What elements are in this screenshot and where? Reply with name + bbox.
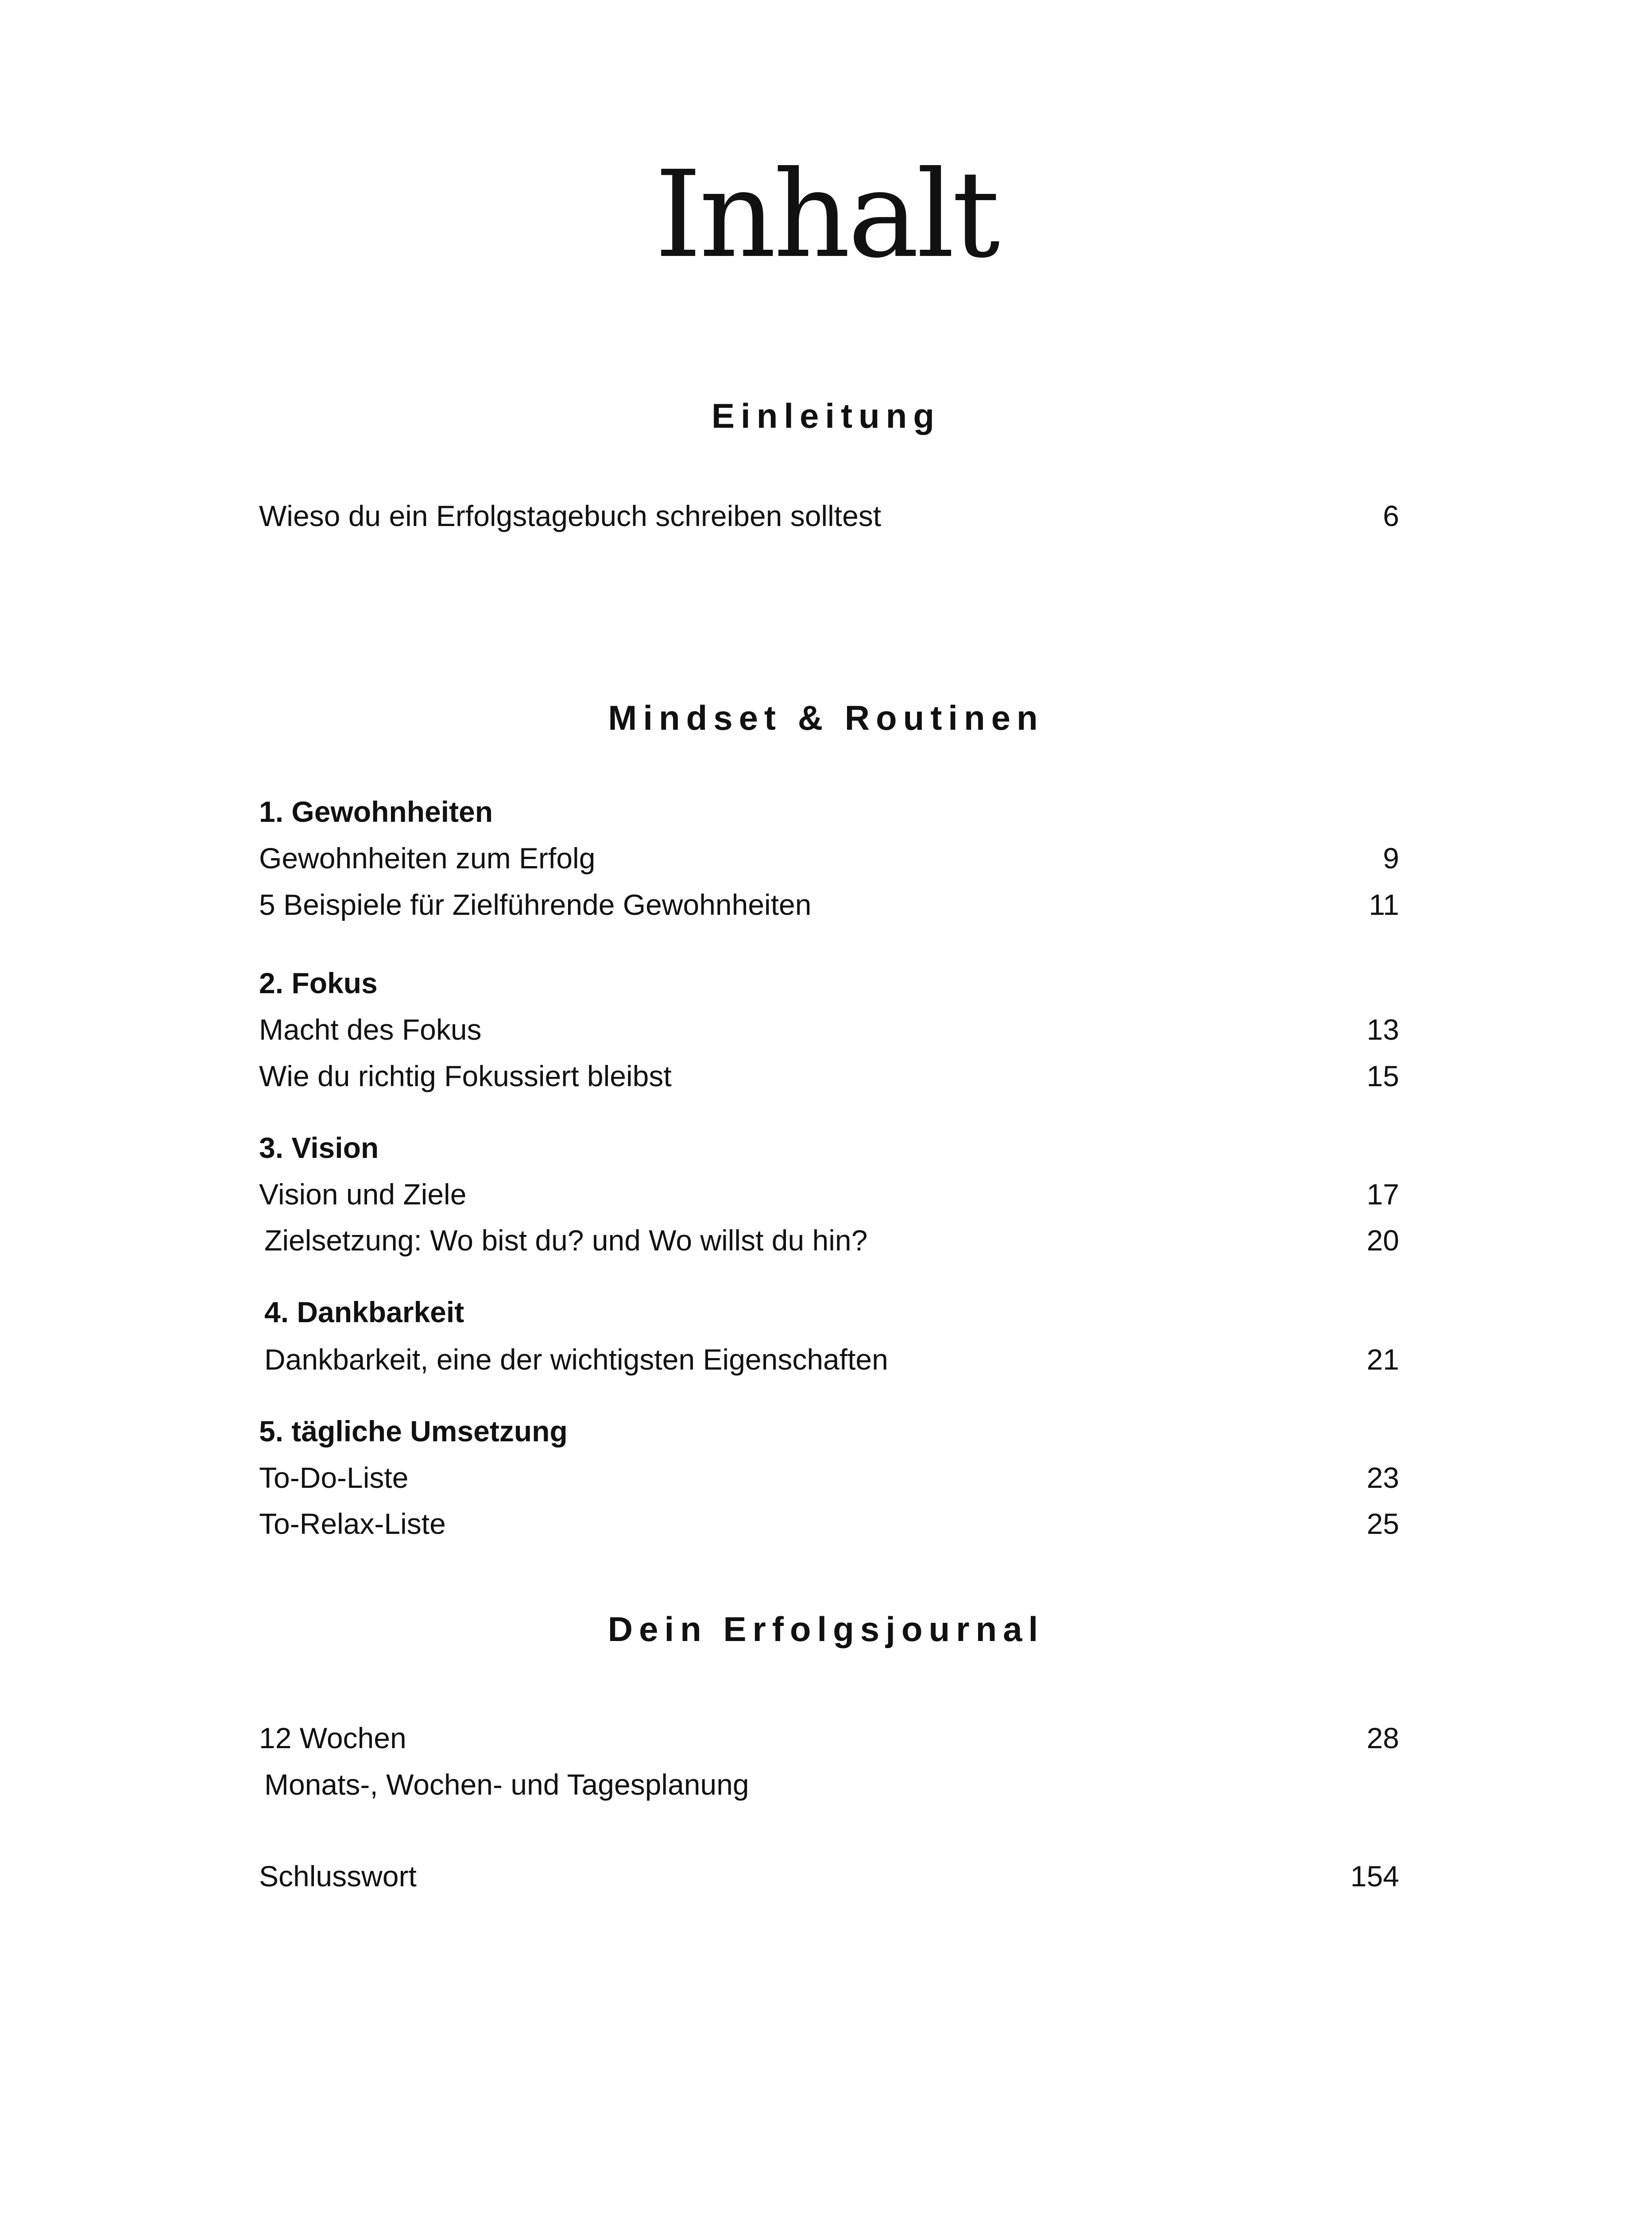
group-title-dankbarkeit: 4. Dankbarkeit [264, 1296, 464, 1328]
toc-entry-page: 9 [1383, 842, 1399, 875]
group-title-vision: 3. Vision [259, 1131, 379, 1164]
toc-entry[interactable] [259, 1718, 1399, 1758]
toc-entry-page: 13 [1366, 1013, 1399, 1046]
toc-entry-page: 20 [1366, 1224, 1399, 1257]
toc-entry-label: To-Relax-Liste [259, 1507, 446, 1540]
toc-entry-label: Schlusswort [259, 1860, 417, 1893]
toc-entry[interactable] [259, 1010, 1399, 1049]
toc-entry[interactable] [259, 1174, 1399, 1214]
toc-entry[interactable] [259, 838, 1399, 878]
toc-entry-page: 25 [1366, 1507, 1399, 1540]
toc-entry-label: Vision und Ziele [259, 1178, 467, 1211]
toc-entry[interactable] [259, 496, 1399, 536]
toc-entry[interactable] [259, 1220, 1399, 1260]
toc-entry[interactable] [259, 1765, 1399, 1804]
toc-entry-label: Monats-, Wochen- und Tagesplanung [264, 1768, 749, 1801]
toc-entry-label: Wie du richtig Fokussiert bleibst [259, 1060, 672, 1092]
toc-entry-label: Zielsetzung: Wo bist du? und Wo willst du hin? [264, 1224, 868, 1257]
toc-entry-page: 28 [1366, 1722, 1399, 1754]
group-title-gewohnheiten: 1. Gewohnheiten [259, 795, 493, 828]
toc-entry[interactable] [259, 1856, 1399, 1896]
toc-entry-page: 6 [1383, 499, 1399, 532]
toc-entry-page: 21 [1366, 1343, 1399, 1376]
toc-entry-label: Macht des Fokus [259, 1013, 482, 1046]
toc-entry[interactable] [259, 1458, 1399, 1498]
toc-entry-label: 12 Wochen [259, 1722, 406, 1754]
toc-entry-label: Gewohnheiten zum Erfolg [259, 842, 596, 875]
toc-entry[interactable] [259, 1504, 1399, 1544]
toc-entry[interactable] [259, 885, 1399, 925]
section-heading-dein-erfolgsjournal: Dein Erfolgsjournal [607, 1610, 1045, 1649]
toc-entry-label: Wieso du ein Erfolgstagebuch schreiben solltest [259, 499, 882, 532]
page-title: Inhalt [654, 145, 998, 284]
toc-entry[interactable] [259, 1056, 1399, 1096]
toc-entry-label: 5 Beispiele für Zielführende Gewohnheiten [259, 888, 812, 921]
toc-entry-page: 17 [1366, 1178, 1399, 1211]
group-title-taegliche-umsetzung: 5. tägliche Umsetzung [259, 1415, 568, 1448]
toc-entry-page: 23 [1366, 1461, 1399, 1494]
toc-entry[interactable] [259, 1339, 1399, 1379]
toc-entry-page: 15 [1366, 1060, 1399, 1092]
group-title-fokus: 2. Fokus [259, 967, 378, 999]
toc-entry-page: 154 [1350, 1860, 1399, 1893]
toc-entry-page: 11 [1369, 888, 1399, 921]
toc-entry-label: To-Do-Liste [259, 1461, 409, 1494]
section-heading-einleitung: Einleitung [712, 396, 940, 435]
section-heading-mindset-routinen: Mindset & Routinen [608, 698, 1044, 737]
toc-entry-label: Dankbarkeit, eine der wichtigsten Eigenschaften [264, 1343, 888, 1376]
